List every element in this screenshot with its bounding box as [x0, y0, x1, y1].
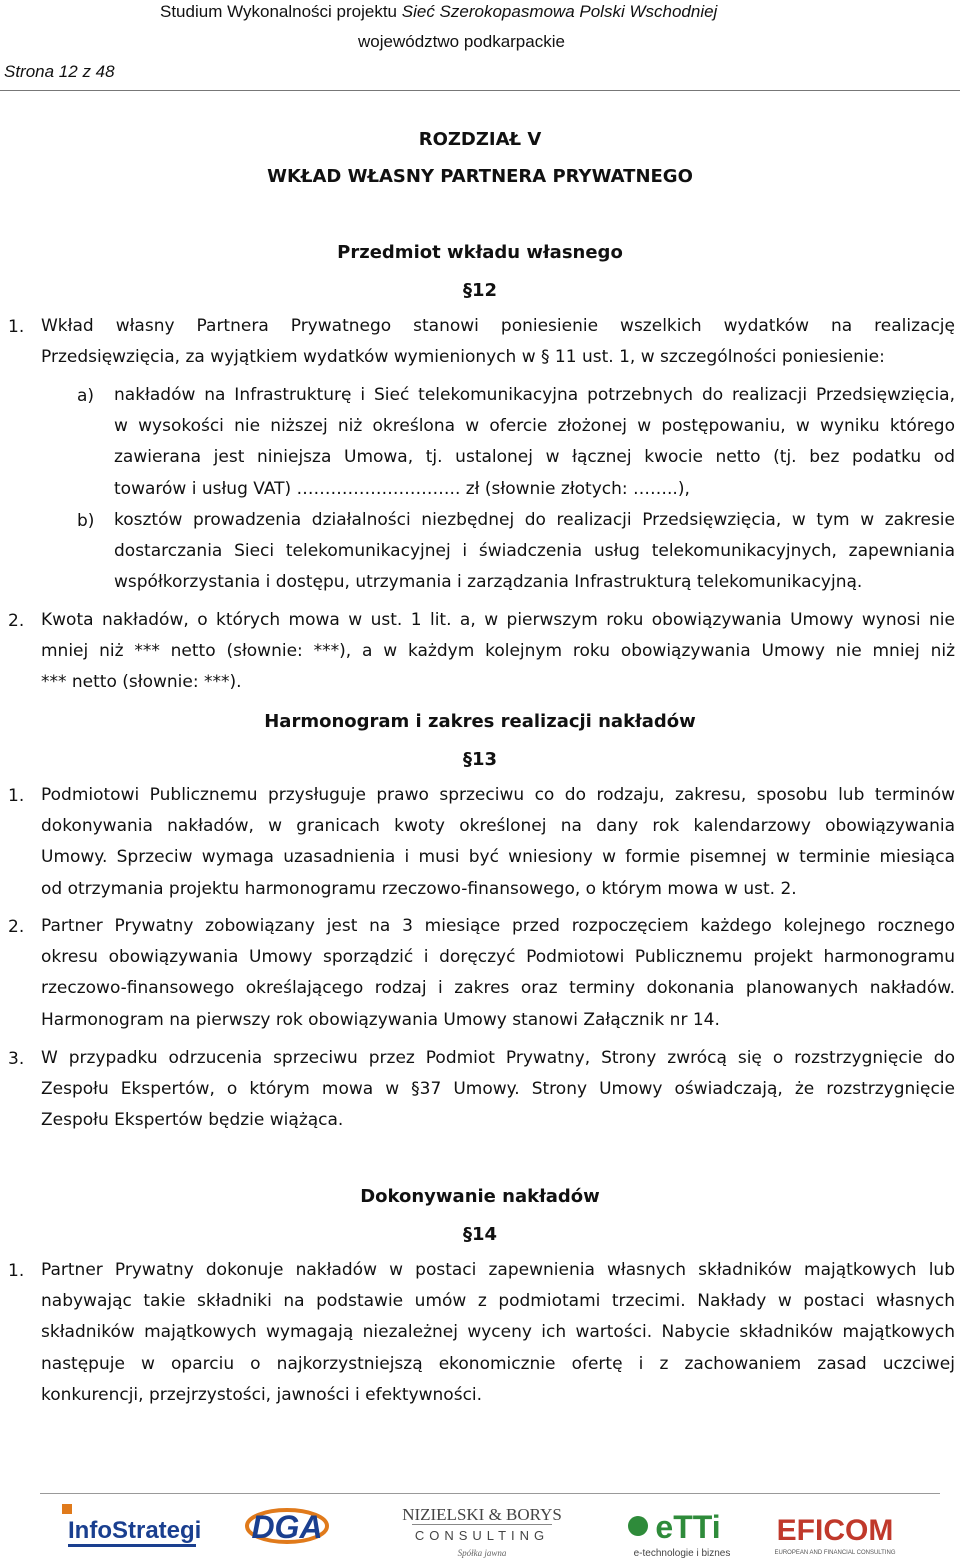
- paragraph-line: zawierana jest niniejsza Umowa, tj. ustalonej w łącznej kwocie netto (tj. bez podatku od: [114, 447, 955, 468]
- eficom-logo-sub: EUROPEAN AND FINANCIAL CONSULTING: [774, 1550, 896, 1556]
- paragraph-line: Kwota nakładów, o których mowa w ust. 1 lit. a, w pierwszym roku obowiązywania Umowy wynosi nie: [41, 610, 955, 630]
- section-heading: Harmonogram i zakres realizacji nakładów: [264, 711, 696, 732]
- dga-logo-text: DGA: [251, 1509, 323, 1545]
- nizielski-logo-name: NIZIELSKI & BORYS: [402, 1505, 562, 1524]
- paragraph-line: składników majątkowych wymagają niezależnej wyceny ich wartości. Nabycie składników majątkowych: [41, 1322, 955, 1343]
- nizielski-logo-type: Spółka jawna: [457, 1548, 507, 1558]
- paragraph-line: mniej niż *** netto (słownie: ***), a w każdym kolejnym roku obowiązywania Umowy nie mniej niż: [41, 641, 955, 662]
- paragraph-line: dokonywania nakładów, w granicach kwoty określonej na dany rok kalendarzowy obowiązywania: [41, 816, 955, 837]
- list-item-number: 1.: [8, 1261, 25, 1281]
- chapter-subtitle: WKŁAD WŁASNY PARTNERA PRYWATNEGO: [267, 166, 693, 187]
- list-item-number: b): [77, 511, 95, 531]
- list-item-number: 1.: [8, 317, 25, 337]
- list-item-number: 3.: [8, 1049, 25, 1069]
- infostrategia-logo: [62, 1502, 202, 1552]
- infostrategia-logo-text: InfoStrategia: [68, 1517, 202, 1544]
- footer-divider: [40, 1493, 940, 1494]
- nizielski-borys-logo: [402, 1502, 562, 1560]
- paragraph-line: Przedsięwzięcia, za wyjątkiem wydatków wymienionych w § 11 ust. 1, w szczególności poniesienie:: [41, 347, 885, 368]
- etti-logo: [622, 1502, 742, 1560]
- header-region: województwo podkarpackie: [358, 32, 565, 51]
- paragraph-line: nabywając takie składniki na podstawie umów z podmiotami trzecimi. Nakłady w postaci własnych: [41, 1291, 955, 1312]
- paragraph-number: §14: [462, 1224, 498, 1245]
- section-heading: Przedmiot wkładu własnego: [337, 242, 623, 263]
- header-title: Studium Wykonalności projektu Sieć Szerokopasmowa Polski Wschodniej: [160, 2, 718, 21]
- paragraph-number: §12: [462, 280, 498, 301]
- paragraph-line: Podmiotowi Publicznemu przysługuje prawo sprzeciwu co do rodzaju, zakresu, sposobu lub terminów: [41, 785, 955, 805]
- nizielski-logo-sub: CONSULTING: [414, 1528, 550, 1543]
- header-divider: [0, 90, 960, 91]
- etti-logo-sub: e-technologie i biznes: [633, 1548, 731, 1559]
- eficom-logo: [770, 1502, 900, 1560]
- paragraph-line: W przypadku odrzucenia sprzeciwu przez Podmiot Prywatny, Strony zwrócą się o rozstrzygnięcie do: [41, 1048, 955, 1068]
- paragraph-line: Partner Prywatny dokonuje nakładów w postaci zapewnienia własnych składników majątkowych lub: [41, 1260, 955, 1280]
- paragraph-line: współkorzystania i dostępu, utrzymania i zarządzania Infrastrukturą telekomunikacyjną.: [114, 572, 863, 593]
- paragraph-line: Zespołu Ekspertów, o którym mowa w §37 Umowy. Strony Umowy oświadczają, że rozstrzygnięcie: [41, 1079, 955, 1100]
- eficom-logo-text: EFICOM: [776, 1514, 894, 1547]
- paragraph-line: kosztów prowadzenia działalności niezbędnej do realizacji Przedsięwzięcia, w tym w zakresie: [114, 510, 955, 530]
- paragraph-line: Harmonogram na pierwszy rok obowiązywania Umowy stanowi Załącznik nr 14.: [41, 1009, 720, 1030]
- paragraph-line: okresu obowiązywania Umowy sporządzić i doręczyć Podmiotowi Publicznemu projekt harmonogramu: [41, 947, 955, 968]
- paragraph-line: Zespołu Ekspertów będzie wiążąca.: [41, 1110, 344, 1131]
- etti-logo-text: eTTi: [655, 1509, 721, 1545]
- paragraph-line: nakładów na Infrastrukturę i Sieć telekomunikacyjna potrzebnych do realizacji Przedsięwzięcia,: [114, 385, 955, 405]
- paragraph-line: Partner Prywatny zobowiązany jest na 3 miesiące przed rozpoczęciem każdego kolejnego rocznego: [41, 916, 955, 936]
- list-item-number: a): [77, 386, 95, 406]
- paragraph-number: §13: [462, 749, 498, 770]
- paragraph-line: Umowy. Sprzeciw wymaga uzasadnienia i musi być wniesiony w formie pisemnej w terminie miesiąca: [41, 847, 955, 868]
- list-item-number: 1.: [8, 786, 25, 806]
- paragraph-line: towarów i usług VAT) ……………………….. zł (słownie złotych: ……..),: [114, 478, 690, 499]
- list-item-number: 2.: [8, 917, 25, 937]
- paragraph-line: *** netto (słownie: ***).: [41, 672, 242, 693]
- paragraph-line: Wkład własny Partnera Prywatnego stanowi poniesienie wszelkich wydatków na realizację: [41, 316, 955, 336]
- list-item-number: 2.: [8, 611, 25, 631]
- dga-logo: [242, 1502, 332, 1552]
- paragraph-line: konkurencji, przejrzystości, jawności i efektywności.: [41, 1384, 483, 1405]
- section-heading: Dokonywanie nakładów: [360, 1186, 600, 1207]
- paragraph-line: w wysokości nie niższej niż określona w ofercie złożonej w postępowaniu, w wyniku którego: [114, 416, 955, 437]
- paragraph-line: następuje w oparciu o najkorzystniejszą ekonomicznie ofertę i z zachowaniem zasad uczciwej: [41, 1353, 955, 1374]
- paragraph-line: rzeczowo-finansowego określającego rodzaj i zakres oraz terminy dokonania planowanych nakładów.: [41, 978, 955, 999]
- paragraph-line: dostarczania Sieci telekomunikacyjnej i świadczenia usług telekomunikacyjnych, zapewniania: [114, 541, 955, 562]
- page-number: Strona 12 z 48: [4, 62, 115, 81]
- chapter-title: ROZDZIAŁ V: [418, 129, 542, 150]
- paragraph-line: od otrzymania projektu harmonogramu rzeczowo-finansowego, o którym mowa w ust. 2.: [41, 878, 797, 899]
